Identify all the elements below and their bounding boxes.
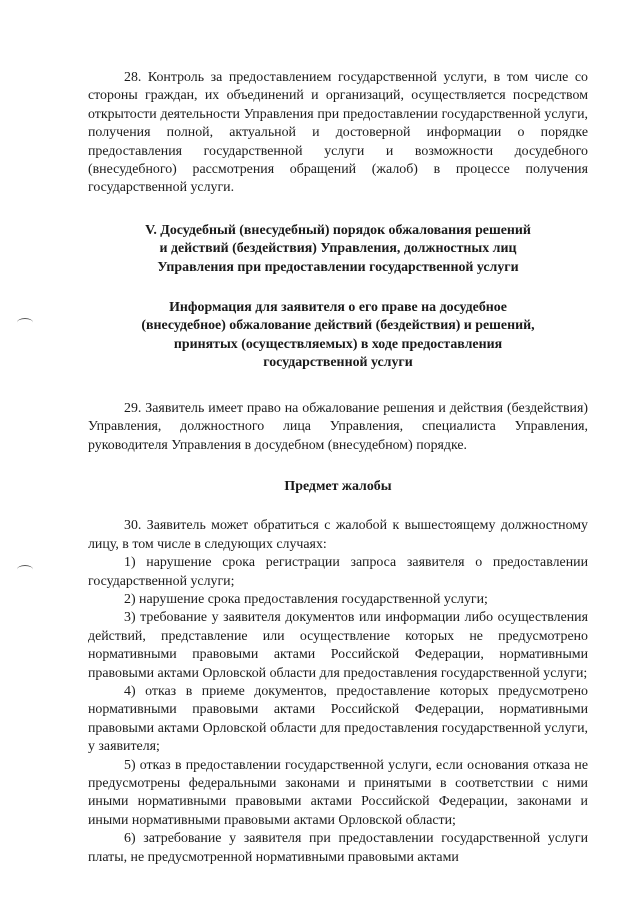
- punch-hole-mark-top: [17, 318, 33, 327]
- document-page: [88, 69, 588, 867]
- section-v-heading-line: и действий (бездействия) Управления, должностных лиц: [159, 241, 517, 257]
- paragraph-30: 30. Заявитель может обратиться с жалобой к вышестоящему должностному лицу, в том числе в следующих случаях:: [88, 518, 588, 552]
- section-v-heading-line: V. Досудебный (внесудебный) порядок обжалования решений: [145, 222, 531, 238]
- list-item-6: 6) затребование у заявителя при предоставлении государственной услуги платы, не предусмотренной нормативными правовыми актами: [88, 831, 588, 865]
- list-item-2: 2) нарушение срока предоставления государственной услуги;: [124, 591, 488, 607]
- section-v-heading: [88, 222, 588, 277]
- punch-hole-mark-bottom: [17, 565, 33, 574]
- section-v-heading-line: Управления при предоставлении государственной услуги: [157, 259, 519, 275]
- list-item-3: 3) требование у заявителя документов или информации либо осуществления действий, представление или осуществление которых не предусмотрено нормативными правовыми актами Российской Федерации, нормативными правовыми актами Орловской области для предоставления государственной услуги;: [88, 610, 588, 681]
- list-item-4: 4) отказ в приеме документов, предоставление которых предусмотрено нормативными правовыми актами Российской Федерации, нормативными правовыми актами Орловской области для предоставления государственной услуги, у заявителя;: [88, 683, 588, 755]
- applicant-info-heading-line: (внесудебное) обжалование действий (бездействия) и решений,: [141, 318, 535, 334]
- applicant-info-heading-line: Информация для заявителя о его праве на досудебное: [169, 300, 507, 316]
- paragraph-29: 29. Заявитель имеет право на обжалование решения и действия (бездействия) Управления, должностного лица Управления, специалиста Управления, руководителя Управления в досудебном (внесудебном) порядке.: [88, 400, 588, 453]
- applicant-info-heading-line: принятых (осуществляемых) в ходе предоставления: [173, 336, 503, 352]
- list-item-5: 5) отказ в предоставлении государственной услуги, если основания отказа не предусмотрены федеральными законами и принятыми в соответствии с ними иными нормативными правовыми актами Российской Федерации, законами и иными нормативными правовыми актами Орловской области;: [88, 757, 588, 828]
- paragraph-28: 28. Контроль за предоставлением государственной услуги, в том числе со стороны граждан, их объединений и организаций, осуществляется посредством открытости деятельности Управления при предоставлении государственной услуги, получения полной, актуальной и достоверной информации о порядке предоставления государственной услуги и возможности досудебного (внесудебного) рассмотрения обращений (жалоб) в процессе получения государственной услуги.: [88, 70, 588, 196]
- applicant-info-heading: [88, 299, 588, 373]
- applicant-info-heading-line: государственной услуги: [263, 355, 413, 371]
- list-item-1: 1) нарушение срока регистрации запроса заявителя о предоставлении государственной услуги;: [88, 555, 588, 589]
- complaint-subject-heading: Предмет жалобы: [284, 478, 392, 494]
